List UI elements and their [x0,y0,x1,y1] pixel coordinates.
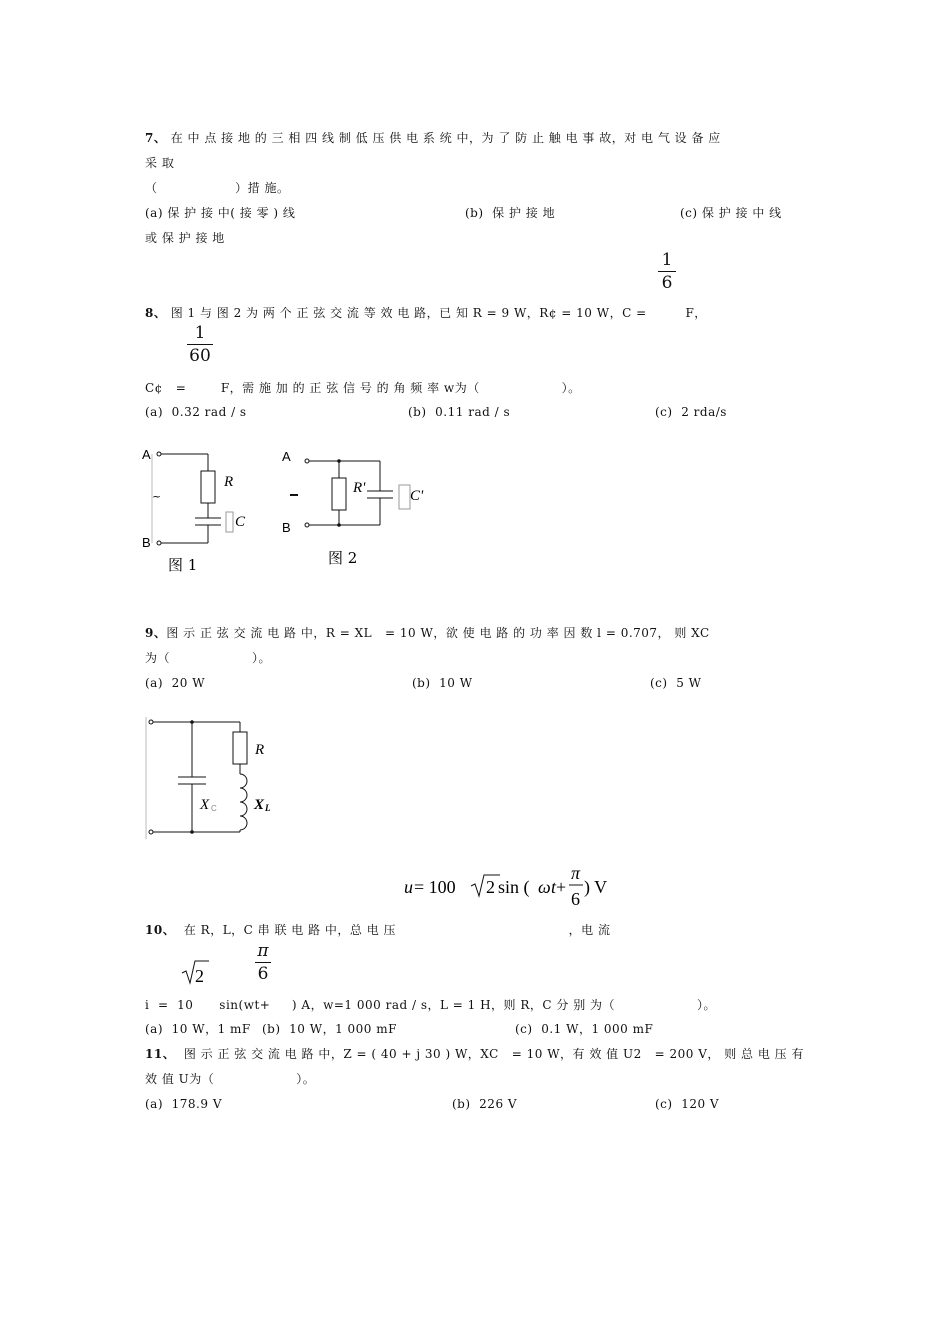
svg-text:~: ~ [152,490,162,503]
svg-text:C': C' [410,488,424,504]
svg-text:6: 6 [571,889,580,909]
q9-option-c: (c) 5 W [650,676,702,690]
q10-line1: 10、 在 R，L，C 串 联 电 路 中，总 电 压 ，电 流 [145,923,611,937]
q11-option-a: (a) 178.9 V [145,1097,222,1111]
svg-text:u: u [404,877,413,897]
q9-option-a: (a) 20 W [145,676,206,690]
q7-line1: 7、 在 中 点 接 地 的 三 相 四 线 制 低 压 供 电 系 统 中，为 了 防 止 触 电 事 故，对 电 气 设 备 应 [145,131,721,145]
q7-line-last: 或 保 护 接 地 [145,231,225,245]
q11-option-b: (b) 226 V [452,1097,518,1111]
q11-line2: 效 值 U为（ ）。 [145,1072,316,1086]
q8-line2: C¢ = F，需 施 加 的 正 弦 信 号 的 角 频 率 w为（ ）。 [145,381,581,395]
q7-option-a: (a) 保 护 接 中( 接 零 ) 线 [145,206,296,220]
svg-text:2: 2 [195,966,204,986]
q10-fraction-pi-six: π 6 [255,941,271,984]
svg-text:A: A [142,447,151,462]
svg-text:图 2: 图 2 [328,549,358,567]
q8-option-a: (a) 0.32 rad / s [145,405,247,419]
q10-voltage-formula [400,860,620,916]
q11-option-c: (c) 120 V [655,1097,720,1111]
svg-text:A: A [282,449,291,464]
figure-2-circuit [278,440,448,580]
svg-text:R: R [255,742,265,758]
svg-text:) V: ) V [584,877,608,897]
svg-text:图 1: 图 1 [168,556,198,574]
q9-option-b: (b) 10 W [412,676,473,690]
svg-text:R: R [224,474,234,490]
svg-text:X: X [254,797,265,813]
svg-text:R': R' [353,480,366,496]
svg-text:sin (: sin ( [498,877,530,897]
svg-text:B: B [282,520,291,535]
svg-text:t: t [551,877,557,897]
svg-text:π: π [571,863,581,883]
q7-option-b: (b) 保 护 接 地 [465,206,556,220]
q8-line1: 8、 图 1 与 图 2 为 两 个 正 弦 交 流 等 效 电 路，已 知 R = 9 W，R¢ = 10 W，C = F， [145,306,707,320]
svg-text:= 100: = 100 [414,877,456,897]
q9-line1: 9、图 示 正 弦 交 流 电 路 中，R = XL = 10 W，欲 使 电 路 的 功 率 因 数 l = 0.707， 则 XC [145,626,710,640]
svg-text:B: B [142,535,151,550]
q9-line2: 为（ ）。 [145,651,271,665]
q9-circuit-figure [140,712,300,847]
svg-text:ω: ω [538,877,551,897]
q11-line1: 11、 图 示 正 弦 交 流 电 路 中，Z = ( 40 + j 30 ) W，XC = 10 W，有 效 值 U2 = 200 V， 则 总 电 压 有 [145,1047,804,1061]
q7-line3: （ ）措 施。 [145,181,290,195]
q10-option-c: (c) 0.1 W，1 000 mF [515,1022,654,1036]
svg-text:C: C [235,514,246,530]
q7-option-c: (c) 保 护 接 中 线 [680,206,782,220]
q10-option-a: (a) 10 W，1 mF [145,1022,251,1036]
q8-option-c: (c) 2 rda/s [655,405,727,419]
svg-text:+: + [556,877,567,897]
svg-text:L: L [265,803,271,813]
svg-text:C: C [211,804,217,813]
svg-text:X: X [200,797,210,813]
figure-1-circuit [138,440,268,580]
q8-fraction-one-sixth: 1 6 [658,250,676,293]
q10-line2: i = 10 sin(wt+ ) A，w=1 000 rad / s，L = 1 H，则 R，C 分 别 为（ ）。 [145,998,717,1012]
q7-line2: 采 取 [145,156,175,170]
q10-sqrt-two [180,955,210,987]
q8-option-b: (b) 0.11 rad / s [408,405,511,419]
svg-text:2: 2 [486,877,495,897]
q8-fraction-one-sixtieth: 1 60 [187,323,213,366]
q10-option-b: (b) 10 W，1 000 mF [262,1022,397,1036]
